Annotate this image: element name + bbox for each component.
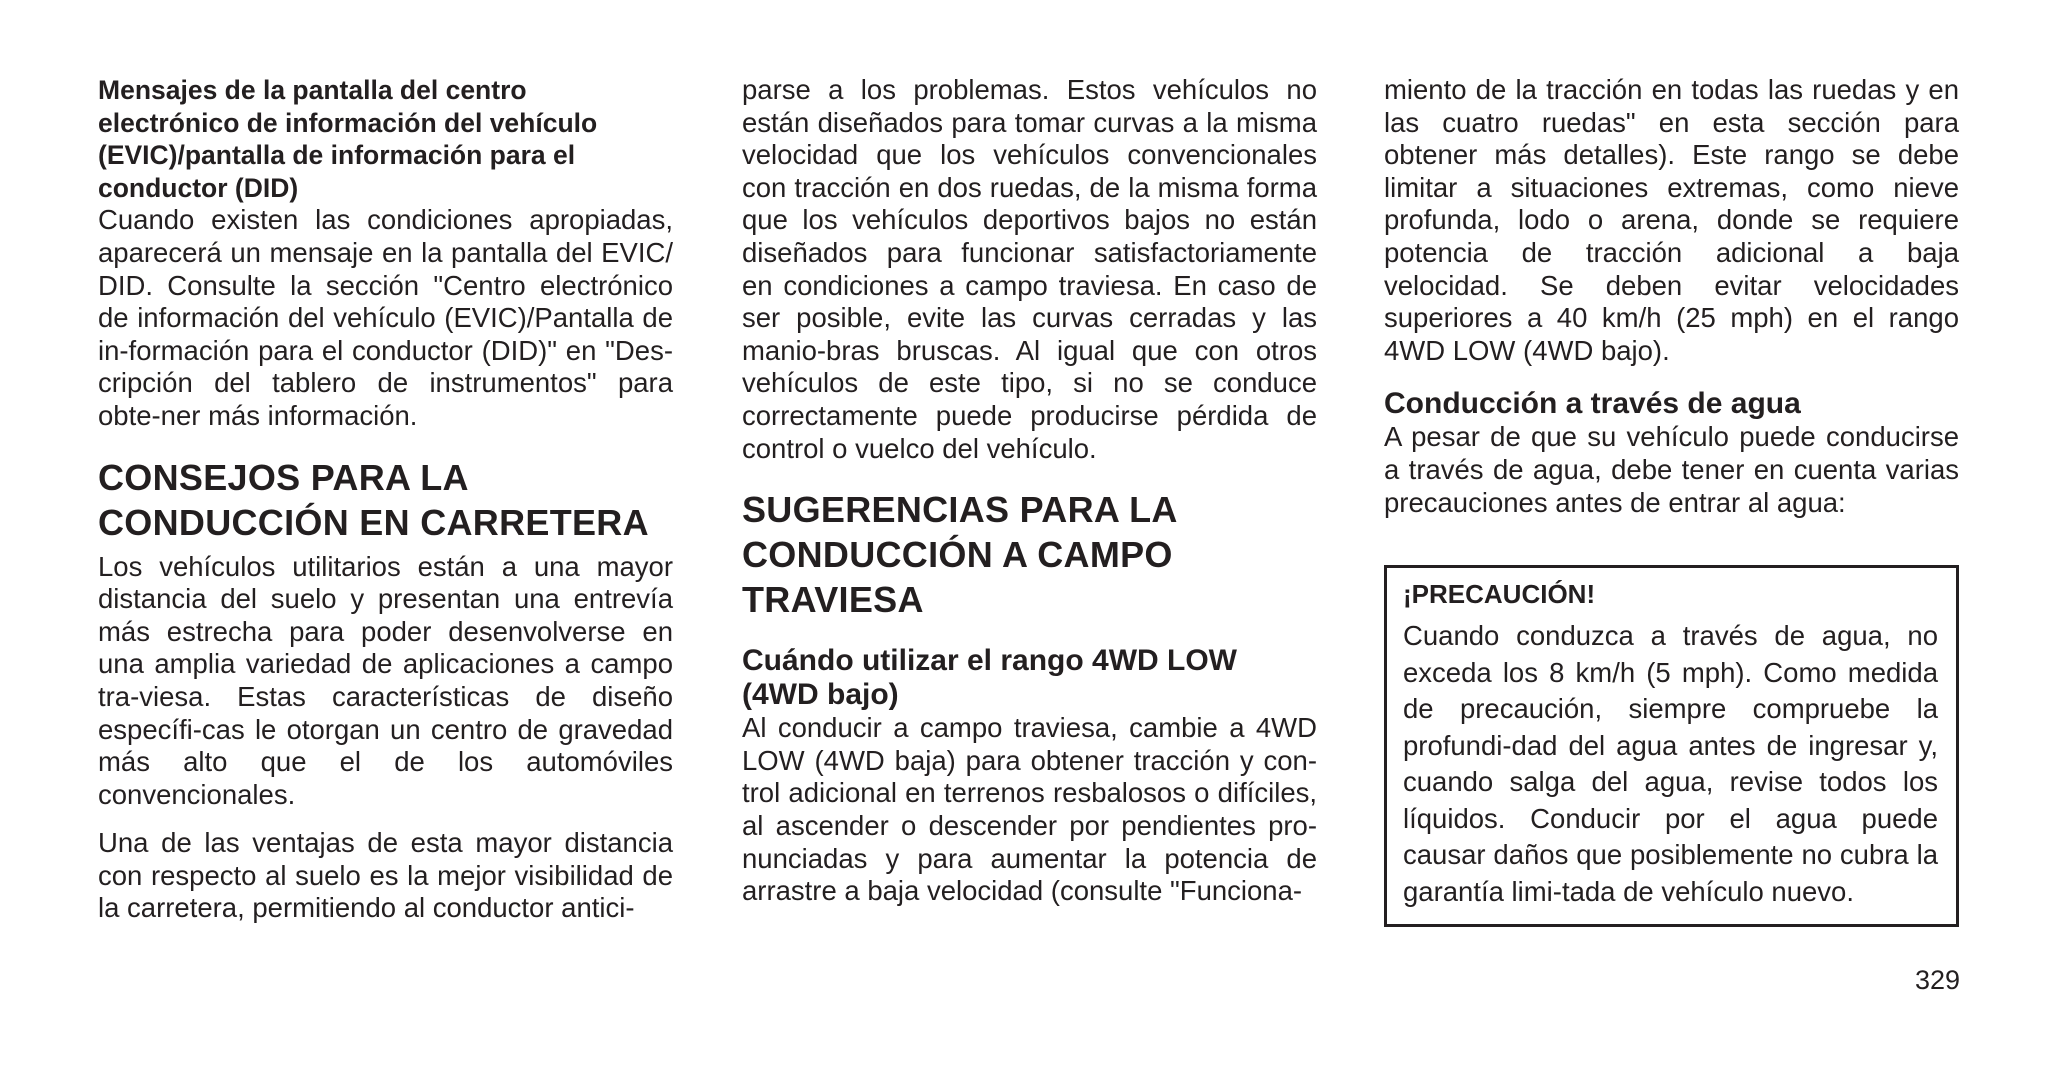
water-driving-paragraph: A pesar de que su vehículo puede conducirse a través de agua, debe tener en cuenta varias precauciones antes de entrar al agua:: [1384, 421, 1959, 518]
caution-box: [1384, 565, 1959, 927]
4wd-low-paragraph: Al conducir a campo traviesa, cambie a 4WD LOW (4WD baja) para obtener tracción y con-trol adicional en terrenos resbalosos o difíciles, al ascender o descender por pendientes pro-nunciadas y para aumentar la potencia de arrastre a baja velocidad (consulte "Funciona-: [742, 712, 1317, 907]
column-right: [1384, 74, 1959, 927]
evic-paragraph: Cuando existen las condiciones apropiadas, aparecerá un mensaje en la pantalla del EVIC/ DID. Consulte la sección "Centro electrónico de información del vehículo (EVIC)/Pantalla de in-formación para el conductor (DID)" en "Des-cripción del tablero de instrumentos" para obte-ner más información.: [98, 204, 673, 431]
water-driving-heading: Conducción a través de agua: [1384, 387, 1801, 421]
continued-paragraph: miento de la tracción en todas las ruedas y en las cuatro ruedas" en esta sección para obtener más detalles). Este rango se debe limitar a situaciones extremas, como nieve profunda, lodo o arena, donde se requiere potencia de tracción adicional a baja velocidad. Se deben evitar velocidades superiores a 40 km/h (25 mph) en el rango 4WD LOW (4WD bajo).: [1384, 74, 1959, 366]
road-paragraph-2: Una de las ventajas de esta mayor distancia con respecto al suelo es la mejor visibilidad de la carretera, permitiendo al conductor antici-: [98, 827, 673, 924]
continued-paragraph: parse a los problemas. Estos vehículos no están diseñados para tomar curvas a la misma velocidad que los vehículos convencionales con tracción en dos ruedas, de la misma forma que los vehículos deportivos bajos no están diseñados para funcionar satisfactoriamente en condiciones a campo traviesa. En caso de ser posible, evite las curvas cerradas y las manio-bras bruscas. Al igual que con otros vehículos de este tipo, si no se conduce correctamente puede producirse pérdida de control o vuelco del vehículo.: [742, 74, 1317, 464]
4wd-low-heading: Cuándo utilizar el rango 4WD LOW (4WD bajo): [742, 644, 1237, 712]
page-number: 329: [1914, 965, 1960, 995]
evic-heading: Mensajes de la pantalla del centro electrónico de información del vehículo (EVIC)/pantalla de información para el conductor (DID): [98, 75, 598, 203]
road-driving-heading: CONSEJOS PARA LA CONDUCCIÓN EN CARRETERA: [98, 456, 649, 543]
road-paragraph-1: Los vehículos utilitarios están a una mayor distancia del suelo y presentan una entrevía más estrecha para poder desenvolverse en una amplia variedad de aplicaciones a campo tra-viesa. Estas características de diseño específi-cas le otorgan un centro de gravedad más alto que el de los automóviles convencionales.: [98, 550, 673, 810]
caution-title: ¡PRECAUCIÓN!: [1403, 579, 1596, 610]
offroad-heading: SUGERENCIAS PARA LA CONDUCCIÓN A CAMPO TRAVIESA: [742, 489, 1177, 621]
column-middle: [742, 74, 1317, 908]
caution-text: Cuando conduzca a través de agua, no exceda los 8 km/h (5 mph). Como medida de precaución, siempre compruebe la profundi-dad del agua antes de ingresar y, cuando salga del agua, revise todos los líquidos. Conducir por el agua puede causar daños que posiblemente no cubra la garantía limi-tada de vehículo nuevo.: [1403, 620, 1938, 907]
column-left: [98, 74, 673, 925]
